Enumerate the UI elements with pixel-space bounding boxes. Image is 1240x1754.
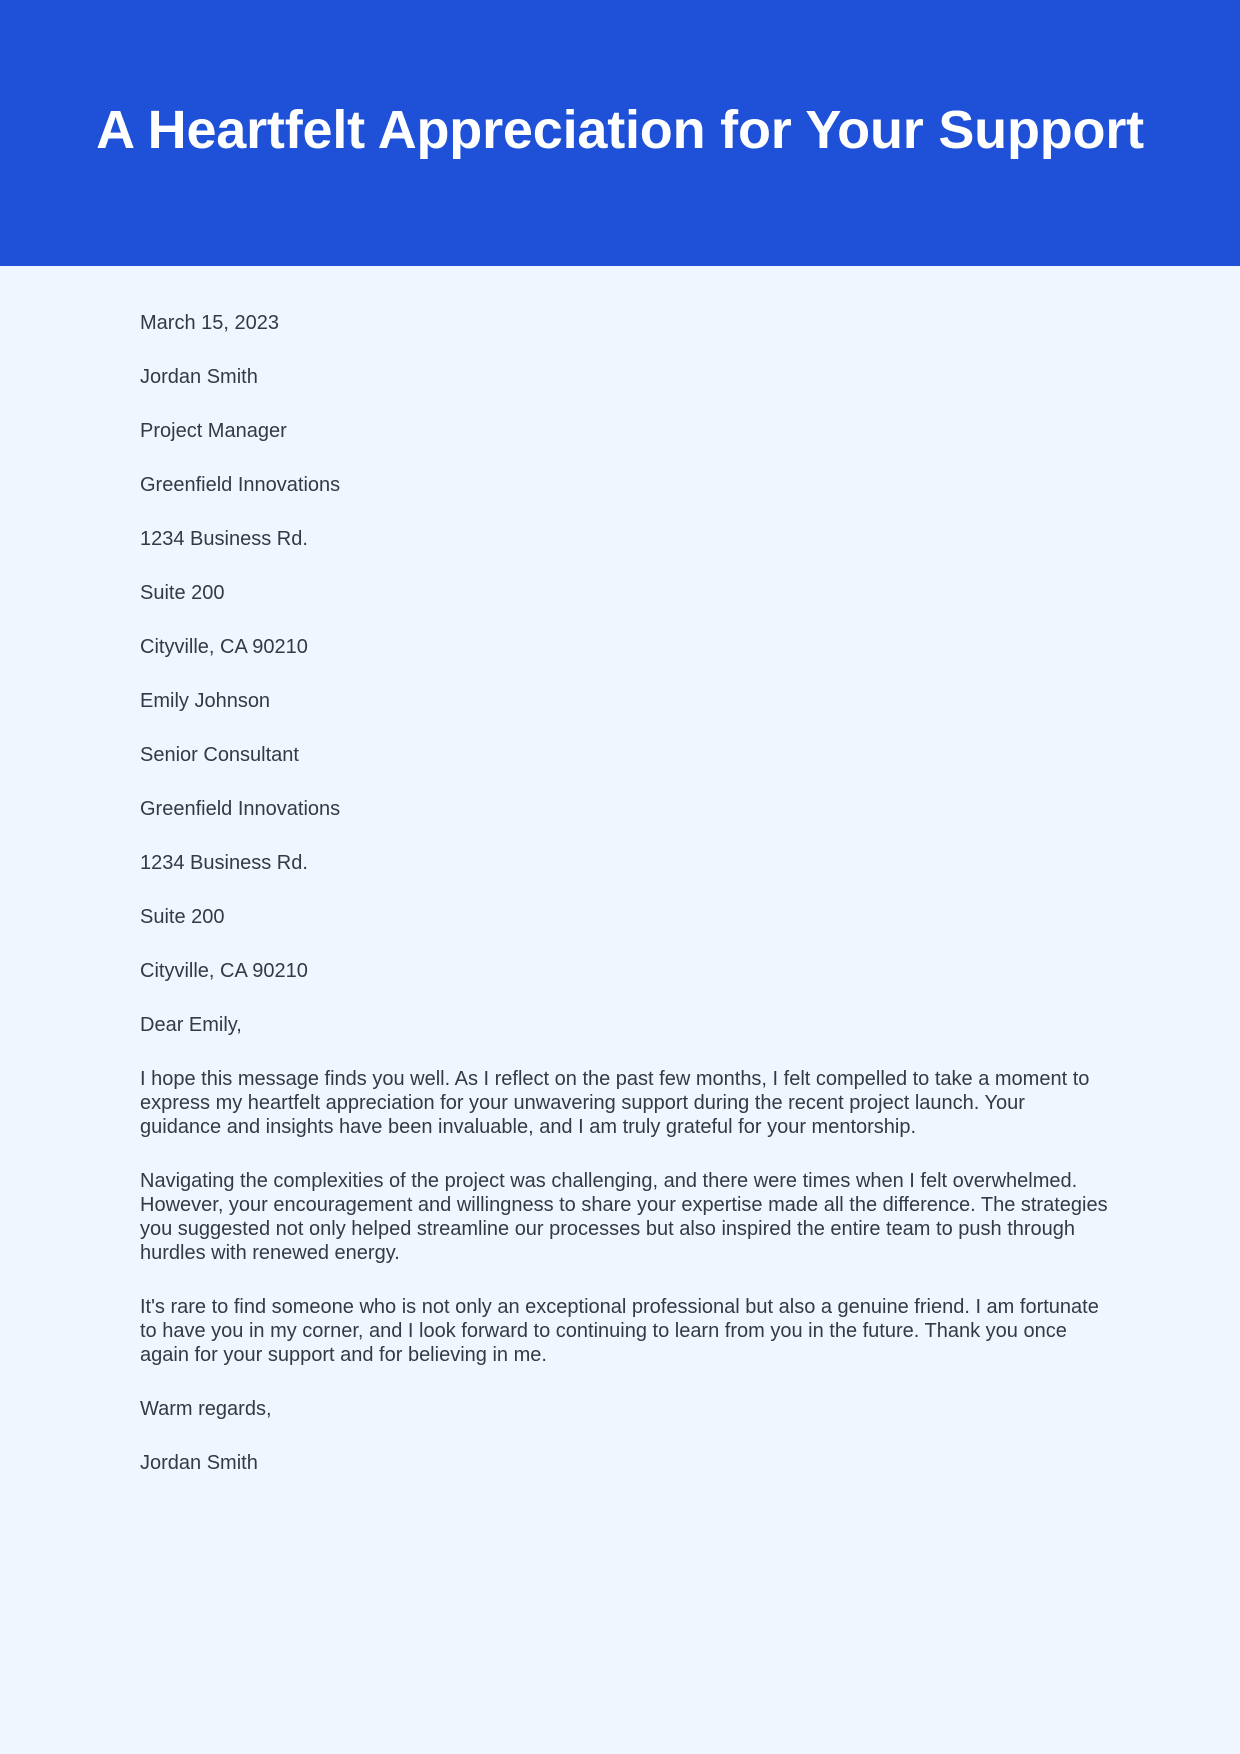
signature: Jordan Smith — [140, 1452, 258, 1474]
sender-name: Jordan Smith — [140, 366, 258, 388]
salutation: Dear Emily, — [140, 1014, 242, 1036]
recipient-company: Greenfield Innovations — [140, 798, 341, 820]
sender-company: Greenfield Innovations — [140, 474, 341, 496]
recipient-address-line2: Suite 200 — [140, 906, 225, 928]
body-paragraph-2: Navigating the complexities of the project was challenging, and there were times when I felt overwhelmed. However, your encouragement and willingness to share your expertise made all the difference. The strategies you suggested not only helped streamline our processes but also inspired the entire team to push through hurdles with renewed energy. — [140, 1170, 1108, 1264]
letter-title: A Heartfelt Appreciation for Your Support — [96, 100, 1144, 160]
body-paragraph-1: I hope this message finds you well. As I reflect on the past few months, I felt compelled to take a moment to express my heartfelt appreciation for your unwavering support during the recent project launch. Your guidance and insights have been invaluable, and I am truly grateful for your mentorship. — [140, 1068, 1090, 1138]
letter-date: March 15, 2023 — [140, 312, 279, 334]
letter-header — [0, 0, 1240, 266]
sender-address-line2: Suite 200 — [140, 582, 225, 604]
recipient-address-line1: 1234 Business Rd. — [140, 852, 308, 874]
sender-city: Cityville, CA 90210 — [140, 636, 308, 658]
recipient-title: Senior Consultant — [140, 744, 299, 766]
recipient-city: Cityville, CA 90210 — [140, 960, 308, 982]
body-paragraph-3: It's rare to find someone who is not only an exceptional professional but also a genuine friend. I am fortunate to have you in my corner, and I look forward to continuing to learn from you in the future. Thank you once again for your support and for believing in me. — [140, 1296, 1099, 1366]
closing: Warm regards, — [140, 1398, 272, 1420]
sender-title: Project Manager — [140, 420, 287, 442]
sender-address-line1: 1234 Business Rd. — [140, 528, 308, 550]
recipient-name: Emily Johnson — [140, 690, 271, 712]
